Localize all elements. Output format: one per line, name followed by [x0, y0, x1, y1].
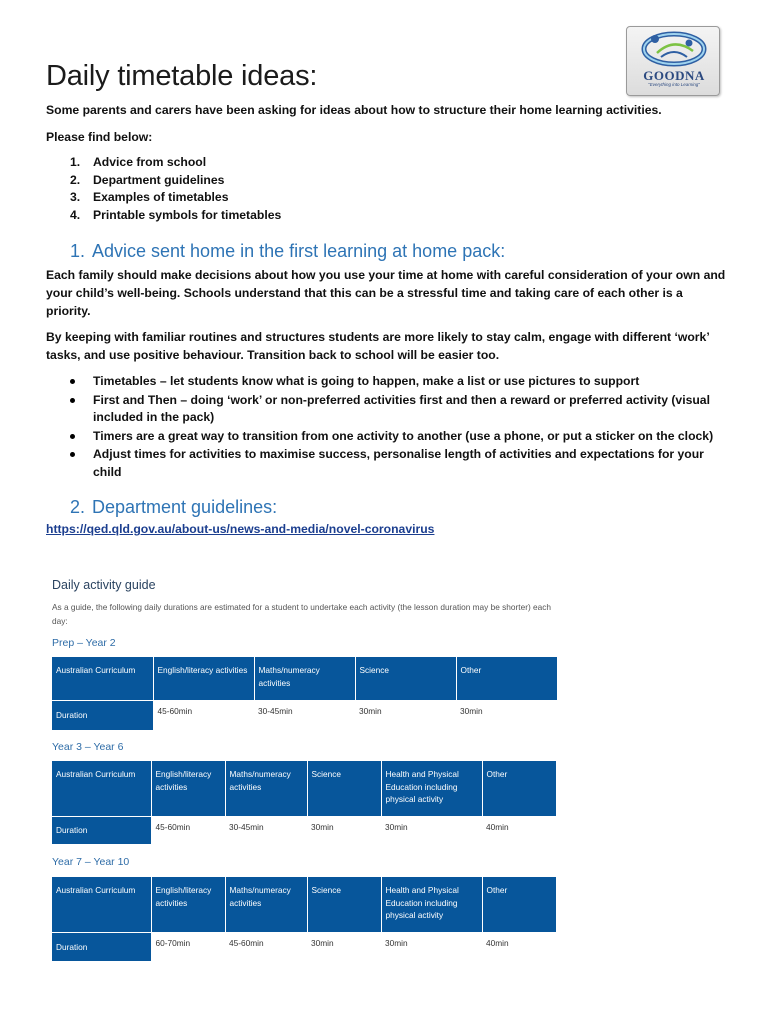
table-header-cell: Maths/numeracy activities	[254, 657, 355, 700]
table-row-label: Duration	[52, 700, 153, 730]
table-cell: 45-60min	[151, 816, 225, 844]
list-item	[46, 373, 726, 391]
table-header-cell: Science	[307, 877, 381, 932]
table-header-cell: Australian Curriculum	[52, 761, 151, 816]
table-cell: 30min	[456, 700, 557, 730]
band-title-year7-year10: Year 7 – Year 10	[52, 856, 130, 868]
daily-activity-guide-image	[46, 568, 566, 968]
table-header-cell: Australian Curriculum	[52, 877, 151, 932]
table-header-cell: English/literacy activities	[151, 761, 225, 816]
section2-number: 2.	[70, 497, 86, 517]
list-item-text: Advice from school	[93, 155, 207, 169]
list-item-text: Printable symbols for timetables	[93, 207, 282, 222]
bullet-icon	[70, 379, 75, 384]
page-title: Daily timetable ideas:	[46, 60, 318, 92]
section1-heading-text: Advice sent home in the first learning at home pack:	[92, 241, 506, 261]
table-row-label: Duration	[52, 932, 151, 961]
section2-heading-text: Department guidelines:	[92, 497, 278, 517]
school-logo	[626, 26, 720, 96]
please-find-label: Please find below:	[46, 130, 153, 144]
intro-paragraph: Some parents and carers have been asking for ideas about how to structure their home learning activities.	[46, 103, 662, 117]
bullet-icon	[70, 452, 75, 457]
table-cell: 60-70min	[151, 932, 225, 961]
table-header-cell: Other	[456, 657, 557, 700]
table-cell: 40min	[482, 932, 556, 961]
list-item-number: 2.	[70, 172, 81, 187]
table-cell: 30min	[381, 932, 482, 961]
table-header-cell: Maths/numeracy activities	[225, 761, 307, 816]
section1-number: 1.	[70, 241, 86, 261]
bullet-text: Adjust times for activities to maximise success, personalise length of activities and expectations for your child	[93, 447, 704, 479]
table-cell: 45-60min	[153, 700, 254, 730]
table-header-cell: Other	[482, 877, 556, 932]
table-header-cell: Other	[482, 761, 556, 816]
table-header-cell: Health and Physical Education including physical activity	[381, 877, 482, 932]
table-cell: 45-60min	[225, 932, 307, 961]
table-cell: 30-45min	[254, 700, 355, 730]
bullet-text: Timers are a great way to transition from one activity to another (use a phone, or put a sticker on the clock)	[93, 428, 714, 443]
contents-list	[46, 154, 281, 224]
table-cell: 30min	[381, 816, 482, 844]
table-header-cell: Science	[307, 761, 381, 816]
list-item-number: 1.	[70, 155, 81, 169]
bullet-icon	[70, 398, 75, 403]
table-cell: 40min	[482, 816, 556, 844]
band-title-year3-year6: Year 3 – Year 6	[52, 741, 124, 753]
list-item	[46, 428, 726, 446]
school-crest-icon	[627, 27, 720, 71]
list-item	[46, 154, 281, 172]
table-row-label: Duration	[52, 816, 151, 844]
table-cell: 30min	[307, 816, 381, 844]
band-title-prep-year2: Prep – Year 2	[52, 637, 116, 649]
table-header-cell: English/literacy activities	[153, 657, 254, 700]
guide-description: As a guide, the following daily durations are estimated for a student to undertake each activity (the lesson duration may be shorter) each day:	[52, 602, 552, 626]
list-item-text: Department guidelines	[93, 172, 225, 187]
list-item	[46, 207, 281, 225]
list-item	[46, 446, 726, 481]
table-cell: 30min	[307, 932, 381, 961]
list-item	[46, 189, 281, 207]
table-header-cell: Health and Physical Education including physical activity	[381, 761, 482, 816]
bullet-text: Timetables – let students know what is going to happen, make a list or use pictures to support	[93, 374, 640, 388]
list-item	[46, 392, 726, 427]
list-item-number: 4.	[70, 207, 81, 222]
bullet-icon	[70, 434, 75, 439]
logo-name: GOODNA	[643, 68, 705, 83]
section1-paragraph-1: Each family should make decisions about how you use your time at home with careful consideration of your own and your child’s well-being. Schools understand that this can be a stressful time and taking care of each other is a priority.	[46, 268, 726, 318]
bullet-text: First and Then – doing ‘work’ or non-preferred activities first and then a reward or preferred activity (visual included in the pack)	[93, 392, 710, 424]
table-header-cell: English/literacy activities	[151, 877, 225, 932]
table-cell: 30min	[355, 700, 456, 730]
list-item	[46, 172, 281, 190]
table-header-cell: Maths/numeracy activities	[225, 877, 307, 932]
table-header-cell: Science	[355, 657, 456, 700]
table-header-cell: Australian Curriculum	[52, 657, 153, 700]
duration-table-year3-year6	[52, 761, 557, 844]
duration-table-prep-year2	[52, 657, 558, 730]
advice-bullet-list	[46, 373, 726, 482]
guide-title: Daily activity guide	[52, 578, 156, 592]
logo-motto: "Everything into Learning"	[648, 82, 700, 87]
table-cell: 30-45min	[225, 816, 307, 844]
list-item-number: 3.	[70, 190, 81, 204]
duration-table-year7-year10	[52, 877, 557, 961]
section1-paragraph-2: By keeping with familiar routines and structures students are more likely to stay calm, engage with different ‘work’ tasks, and use positive behaviour. Transition back to school will be easier too.	[46, 330, 710, 362]
list-item-text: Examples of timetables	[93, 190, 229, 204]
department-guidelines-link[interactable]: https://qed.qld.gov.au/about-us/news-and-media/novel-coronavirus	[46, 522, 435, 536]
